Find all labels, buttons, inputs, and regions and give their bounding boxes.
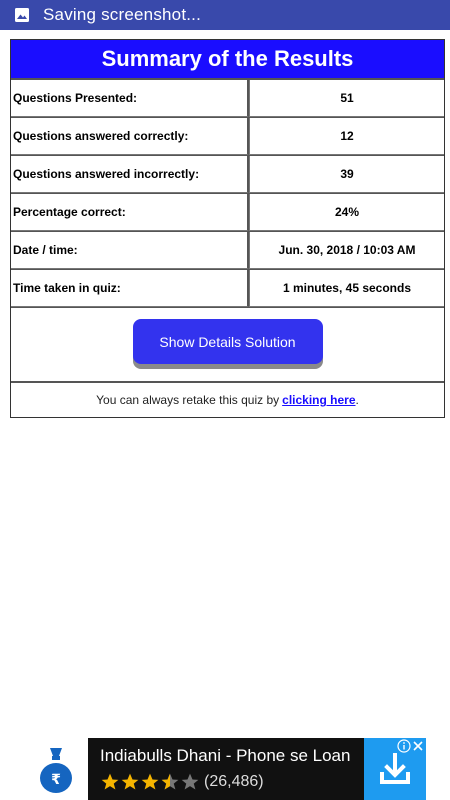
table-row xyxy=(11,156,444,194)
results-title: Summary of the Results xyxy=(11,40,444,80)
row-label: Questions answered correctly: xyxy=(11,118,249,155)
adchoices[interactable] xyxy=(397,739,425,753)
ad-info[interactable] xyxy=(88,738,364,800)
row-value: 51 xyxy=(249,80,444,117)
row-value: Jun. 30, 2018 / 10:03 AM xyxy=(249,232,444,269)
star-half-icon xyxy=(160,772,180,792)
star-icon xyxy=(140,772,160,792)
retake-text: You can always retake this quiz by xyxy=(96,393,280,407)
star-empty-icon xyxy=(180,772,200,792)
row-label: Date / time: xyxy=(11,232,249,269)
rating-stars xyxy=(100,772,200,792)
row-label: Time taken in quiz: xyxy=(11,270,249,307)
ad-title: Indiabulls Dhani - Phone se Loan xyxy=(100,746,351,765)
row-label: Percentage correct: xyxy=(11,194,249,231)
row-value: 39 xyxy=(249,156,444,193)
adchoices-info-icon[interactable] xyxy=(397,739,411,753)
ad-rating xyxy=(100,772,364,792)
status-text: Saving screenshot... xyxy=(43,5,202,24)
image-icon xyxy=(15,8,29,22)
details-button-cell xyxy=(11,308,444,383)
row-label: Questions answered incorrectly: xyxy=(11,156,249,193)
table-row xyxy=(11,194,444,232)
retake-note xyxy=(11,383,444,417)
download-icon xyxy=(378,752,412,786)
ad-install-button[interactable] xyxy=(364,738,426,800)
svg-text:₹: ₹ xyxy=(51,772,61,788)
show-details-button[interactable]: Show Details Solution xyxy=(133,319,323,364)
star-icon xyxy=(120,772,140,792)
status-bar xyxy=(0,0,450,30)
table-row xyxy=(11,232,444,270)
rating-count: (26,486) xyxy=(204,773,264,790)
close-icon[interactable] xyxy=(411,739,425,753)
retake-suffix: . xyxy=(355,393,359,407)
ad-banner[interactable] xyxy=(24,738,426,800)
row-label: Questions Presented: xyxy=(11,80,249,117)
star-icon xyxy=(100,772,120,792)
retake-link[interactable]: clicking here xyxy=(282,393,356,407)
row-value: 1 minutes, 45 seconds xyxy=(249,270,444,307)
table-row xyxy=(11,80,444,118)
table-row xyxy=(11,270,444,308)
row-value: 12 xyxy=(249,118,444,155)
results-table xyxy=(10,39,445,418)
ad-logo[interactable] xyxy=(24,738,88,800)
row-value: 24% xyxy=(249,194,444,231)
table-row xyxy=(11,118,444,156)
money-bag-icon xyxy=(38,744,74,794)
